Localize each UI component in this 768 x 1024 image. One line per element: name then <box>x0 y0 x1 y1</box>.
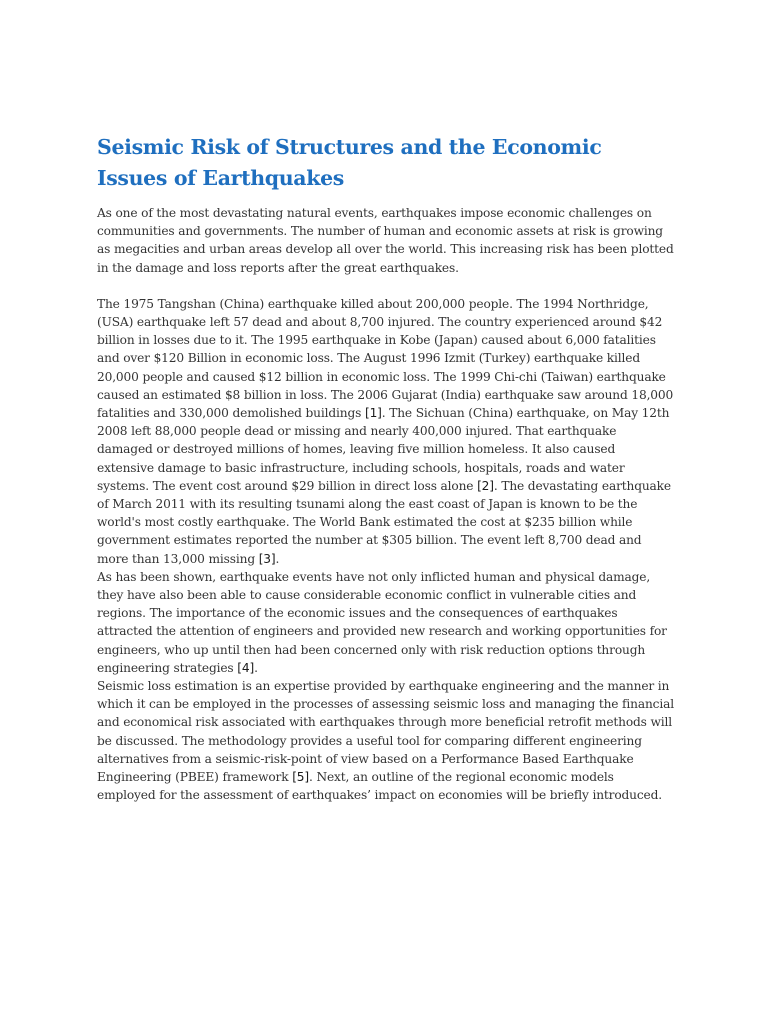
article-title: Seismic Risk of Structures and the Economic Issues of Earthquakes <box>97 135 602 190</box>
text-run: As has been shown, earthquake events have not only inflicted human and physical damage, they have also been able to cause considerable economic conflict in vulnerable cities and regions. The importance of the economic issues and the consequences of earthquakes attracted the attention of engineers and provided new research and working opportunities for engineers, who up until then had been concerned only with risk reduction options through engineering strategies <box>97 569 667 675</box>
text-run: . <box>254 660 258 675</box>
citation-link-5[interactable]: [5] <box>292 770 310 785</box>
paragraph-intro: As one of the most devastating natural events, earthquakes impose economic challenges on communities and governments. The number of human and economic assets at risk is growing as megacities and urban areas develop all over the world. This increasing risk has been plotted in the damage and loss reports after the great earthquakes. <box>97 206 674 275</box>
text-run: . <box>275 551 280 566</box>
paragraph-earthquake-history <box>97 295 675 568</box>
paragraph-economic-issues <box>97 568 675 677</box>
citation-link-3[interactable]: [3] <box>258 551 276 566</box>
text-run: The 1975 Tangshan (China) earthquake killed about 200,000 people. The 1994 Northridge, (USA) earthquake left 57 dead and about 8,700 injured. The country experienced around $42 billion in losses due to it. The 1995 earthquake in Kobe (Japan) caused about 6,000 fatalities and over $120 Billion in economic loss. The August 1996 Izmit (Turkey) earthquake killed 20,000 people and caused $12 billion in economic loss. The 1999 Chi-chi (Taiwan) earthquake caused an estimated $8 billion in loss. The 2006 Gujarat (India) earthquake saw around 18,000 fatalities and 330,000 demolished buildings <box>97 296 674 421</box>
paragraph-loss-estimation <box>97 677 675 804</box>
article <box>97 132 675 805</box>
citation-link-2[interactable]: [2] <box>477 478 494 493</box>
text-run: Seismic loss estimation is an expertise provided by earthquake engineering and the manner in which it can be employed in the processes of assessing seismic loss and managing the financial and economical risk associated with earthquakes through more beneficial retrofit methods will be discussed. The methodology provides a useful tool for comparing different engineering alternatives from a seismic-risk-point of view based on a Performance Based Earthquake Engineering (PBEE) framework <box>97 679 674 785</box>
text-run: . Next, an outline of the regional economic models employed for the assessment of earthquakes’ impact on economies will be briefly introduced. <box>97 770 662 803</box>
text-run: . The devastating earthquake of March 2011 with its resulting tsunami along the east coast of Japan is known to be the world's most costly earthquake. The World Bank estimated the cost at $235 billion while government estimates reported the number at $305 billion. The event left 8,700 dead and more than 13,000 missing <box>97 478 671 566</box>
citation-link-4[interactable]: [4] <box>237 660 255 675</box>
citation-link-1[interactable]: [1] <box>364 406 382 421</box>
text-run: . The Sichuan (China) earthquake, on May 12th 2008 left 88,000 people dead or missing and nearly 400,000 injured. That earthquake damaged or destroyed millions of homes, leaving five million homeless. It also caused extensive damage to basic infrastructure, including schools, hospitals, roads and water systems. The event cost around $29 billion in direct loss alone <box>97 406 670 493</box>
